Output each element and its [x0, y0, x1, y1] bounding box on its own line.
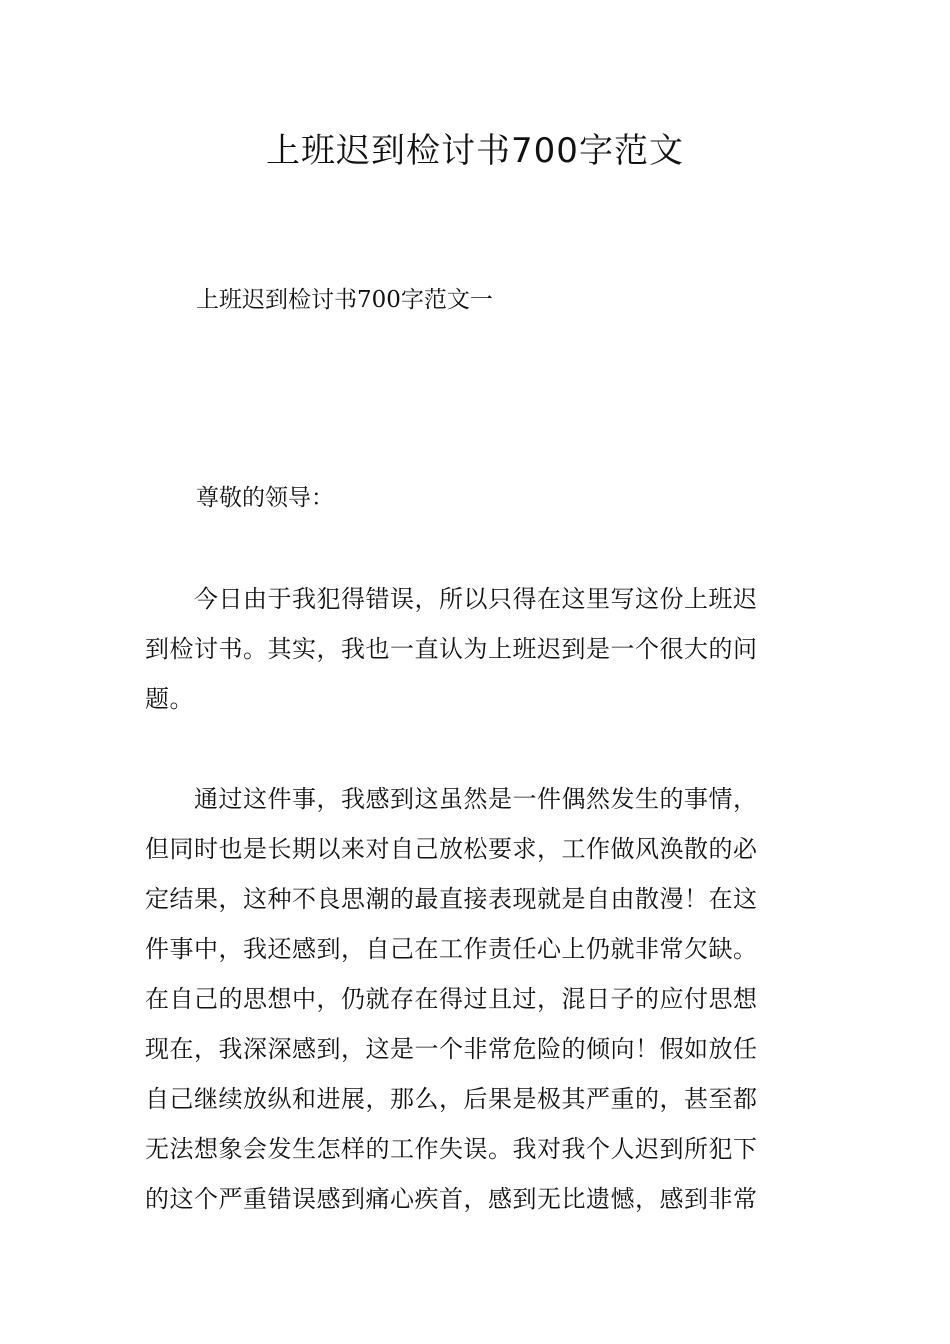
- text-line: 的这个严重错误感到痛心疾首，感到无比遗憾，感到非常: [145, 1185, 758, 1213]
- text-line: 件事中，我还感到，自己在工作责任心上仍就非常欠缺。: [145, 935, 758, 963]
- text-line: 定结果，这种不良思潮的最直接表现就是自由散漫！在这: [145, 885, 758, 913]
- text-line: 通过这件事，我感到这虽然是一件偶然发生的事情，: [145, 785, 758, 813]
- text-line: 自己继续放纵和进展，那么，后果是极其严重的，甚至都: [145, 1085, 758, 1113]
- text-line: 到检讨书。其实，我也一直认为上班迟到是一个很大的问: [145, 635, 758, 663]
- text-line: 现在，我深深感到，这是一个非常危险的倾向！假如放任: [145, 1035, 758, 1063]
- paragraph-2: [145, 774, 811, 1224]
- text-line: 今日由于我犯得错误，所以只得在这里写这份上班迟: [145, 585, 758, 613]
- text-line: 在自己的思想中，仍就存在得过且过，混日子的应付思想: [145, 985, 758, 1013]
- text-line: 但同时也是长期以来对自己放松要求，工作做风涣散的必: [145, 835, 758, 863]
- salutation: 尊敬的领导：: [196, 485, 334, 511]
- paragraph-1: [145, 574, 811, 724]
- text-line: 无法想象会发生怎样的工作失误。我对我个人迟到所犯下: [145, 1135, 758, 1163]
- document-title: 上班迟到检讨书700字范文: [266, 131, 684, 171]
- section-heading: 上班迟到检讨书700字范文一: [196, 287, 493, 313]
- text-line: 题。: [145, 685, 194, 713]
